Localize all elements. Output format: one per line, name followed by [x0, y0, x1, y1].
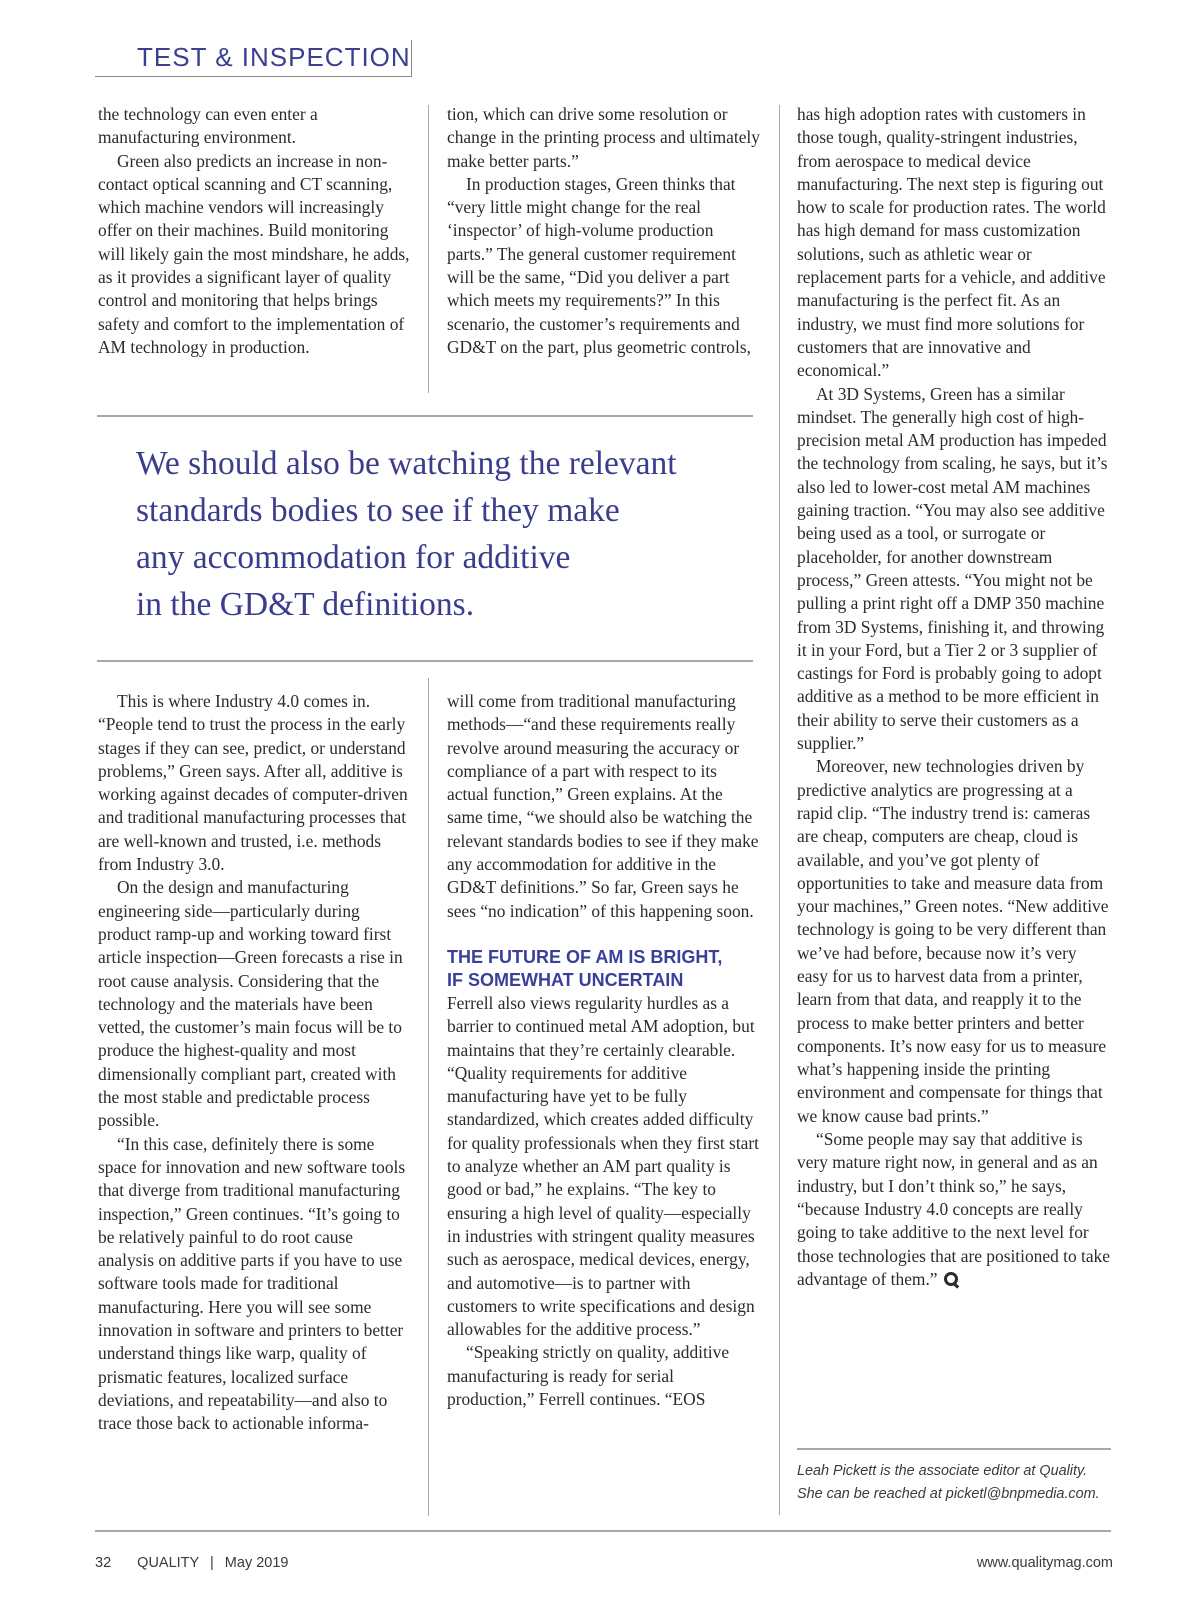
- pull-quote-line: We should also be watching the relevant: [136, 445, 677, 482]
- paragraph: “In this case, definitely there is some space for innovation and new software tools that diverge from traditional manufacturing inspection,” Green continues. “It’s going to be relatively painful to do root cause analysis on additive parts if you have to use software tools made for traditional manufacturing. Here you will see some innovation in software and printers to better understand things like warp, quality of prismatic features, localized surface deviations, and repeatability—and also to trace those back to actionable informa-: [98, 1133, 406, 1434]
- website-link[interactable]: www.qualitymag.com: [976, 1555, 1113, 1571]
- paragraph: [797, 1128, 1111, 1291]
- paragraph: This is where Industry 4.0 comes in. “People tend to trust the process in the early stages if they can see, predict, or understand problems,” Green says. After all, additive is working against decades of computer-driven and traditional manufacturing processes that are well-known and trusted, i.e. methods from Industry 3.0.: [98, 691, 408, 875]
- subhead-line: THE FUTURE OF AM IS BRIGHT,: [447, 946, 723, 967]
- column-divider: [428, 678, 429, 1516]
- paragraph: Green also predicts an increase in non-contact optical scanning and CT scanning, which machine vendors will increasingly offer on their machines. Build monitoring will likely gain the most mindshare, he adds, as it provides a significant layer of quality control and monitoring that helps brings safety and comfort to the implementation of AM technology in production.: [98, 150, 410, 357]
- magazine-name: QUALITY: [137, 1555, 199, 1571]
- column-1-bottom: [98, 690, 412, 1436]
- issue-date: May 2019: [224, 1555, 289, 1571]
- paragraph: Moreover, new technologies driven by predictive analytics are progressing at a rapid clip. “The industry trend is: cameras are cheap, computers are cheap, cloud is available, and you’ve got plenty of opportunities to take and measure data from your machines,” Green notes. “New additive technology is going to be very different than we’ve had before, because now it’s very easy for us to harvest data from a printer, learn from that data, and reapply it to the process to make better printers and better components. It’s now easy for us to measure what’s happening inside the printing environment and compensate for things that we know cause bad prints.”: [797, 756, 1109, 1126]
- page-number: 32: [95, 1555, 112, 1571]
- footer-left: [95, 1555, 288, 1571]
- pull-quote-line: any accommodation for additive: [136, 539, 571, 576]
- paragraph: On the design and manufacturing engineering side—particularly during product ramp-up and working toward first article inspection—Green forecasts a rise in root cause analysis. Considering that the technology and the materials have been vetted, the customer’s main focus will be to produce the highest-quality and most dimensionally compliant part, created with the most stable and predictable process possible.: [98, 877, 403, 1131]
- pullquote-bottom-rule: [97, 660, 753, 662]
- subhead-line: IF SOMEWHAT UNCERTAIN: [447, 969, 684, 990]
- column-1-top: [98, 103, 412, 359]
- pull-quote-line: standards bodies to see if they make: [136, 492, 620, 529]
- bio-line: She can be reached at picketl@bnpmedia.com.: [797, 1486, 1100, 1502]
- paragraph-text: “Some people may say that additive is very mature right now, in general and as an industry, but I don’t think so,” he says, “because Industry 4.0 concepts are really going to take additive to the next level for those technologies that are positioned to take advantage of them.”: [797, 1129, 1110, 1289]
- end-mark-icon: [944, 1272, 958, 1286]
- paragraph: has high adoption rates with customers in those tough, quality-stringent industries, from aerospace to medical device manufacturing. The next step is figuring out how to scale for production rates. The world has high demand for mass customization solutions, such as athletic wear or replacement parts for a vehicle, and additive manufacturing is the perfect fit. As an industry, we must find more solutions for customers that are innovative and economical.”: [797, 104, 1106, 381]
- bio-line: Leah Pickett is the associate editor at Quality.: [797, 1463, 1088, 1479]
- paragraph: tion, which can drive some resolution or change in the printing process and ultimately make better parts.”: [447, 104, 760, 171]
- column-divider: [428, 105, 429, 393]
- column-2-top: [447, 103, 761, 359]
- paragraph: Ferrell also views regularity hurdles as a barrier to continued metal AM adoption, but maintains that they’re certainly clearable. “Quality requirements for additive manufacturing have yet to be fully standardized, which creates added difficulty for quality professionals when they first start to analyze whether an AM part quality is good or bad,” he explains. “The key to ensuring a high level of quality—especially in industries with stringent quality measures such as aerospace, medical devices, energy, and automotive—is to partner with customers to write specifications and design allowables for the additive process.”: [447, 992, 759, 1340]
- paragraph: will come from traditional manufacturing methods—“and these requirements really revolve around measuring the accuracy or compliance of a part with respect to its actual function,” Green explains. At the same time, “we should also be watching the relevant standards bodies to see if they make any accommodation for additive in the GD&T definitions.” So far, Green says he sees “no indication” of this happening soon.: [447, 691, 759, 921]
- bio-rule: [797, 1448, 1111, 1450]
- section-title: TEST & INSPECTION: [137, 42, 411, 72]
- pull-quote-line: in the GD&T definitions.: [136, 586, 475, 623]
- footer-separator: |: [209, 1555, 214, 1571]
- pull-quote: [136, 440, 736, 628]
- paragraph: “Speaking strictly on quality, additive manufacturing is ready for serial production,” Ferrell continues. “EOS: [447, 1342, 730, 1410]
- paragraph: the technology can even enter a manufacturing environment.: [98, 104, 318, 148]
- paragraph: In production stages, Green thinks that “very little might change for the real ‘inspector’ of high-volume production parts.” The general customer requirement will be the same, “Did you deliver a part which meets my requirements?” In this scenario, the customer’s requirements and GD&T on the part, plus geometric controls,: [447, 173, 751, 357]
- column-divider: [779, 105, 780, 1515]
- column-2-bottom: [447, 690, 761, 1411]
- footer-rule: [95, 1530, 1111, 1532]
- section-header: [95, 40, 412, 77]
- author-bio: [797, 1460, 1117, 1506]
- section-subhead: [447, 946, 761, 992]
- column-3: [797, 103, 1111, 1291]
- paragraph: At 3D Systems, Green has a similar mindset. The generally high cost of high-precision metal AM production has impeded the technology from scaling, he says, but it’s also led to lower-cost metal AM machines gaining traction. “You may also see additive being used as a tool, or surrogate or placeholder, for another downstream process,” Green attests. “You might not be pulling a print right off a DMP 350 machine from 3D Systems, finishing it, and throwing it in your Ford, but a Tier 2 or 3 supplier of castings for Ford is probably going to adopt additive as a method to be more efficient in their ability to serve their customers as a supplier.”: [797, 383, 1108, 754]
- pullquote-top-rule: [97, 415, 753, 417]
